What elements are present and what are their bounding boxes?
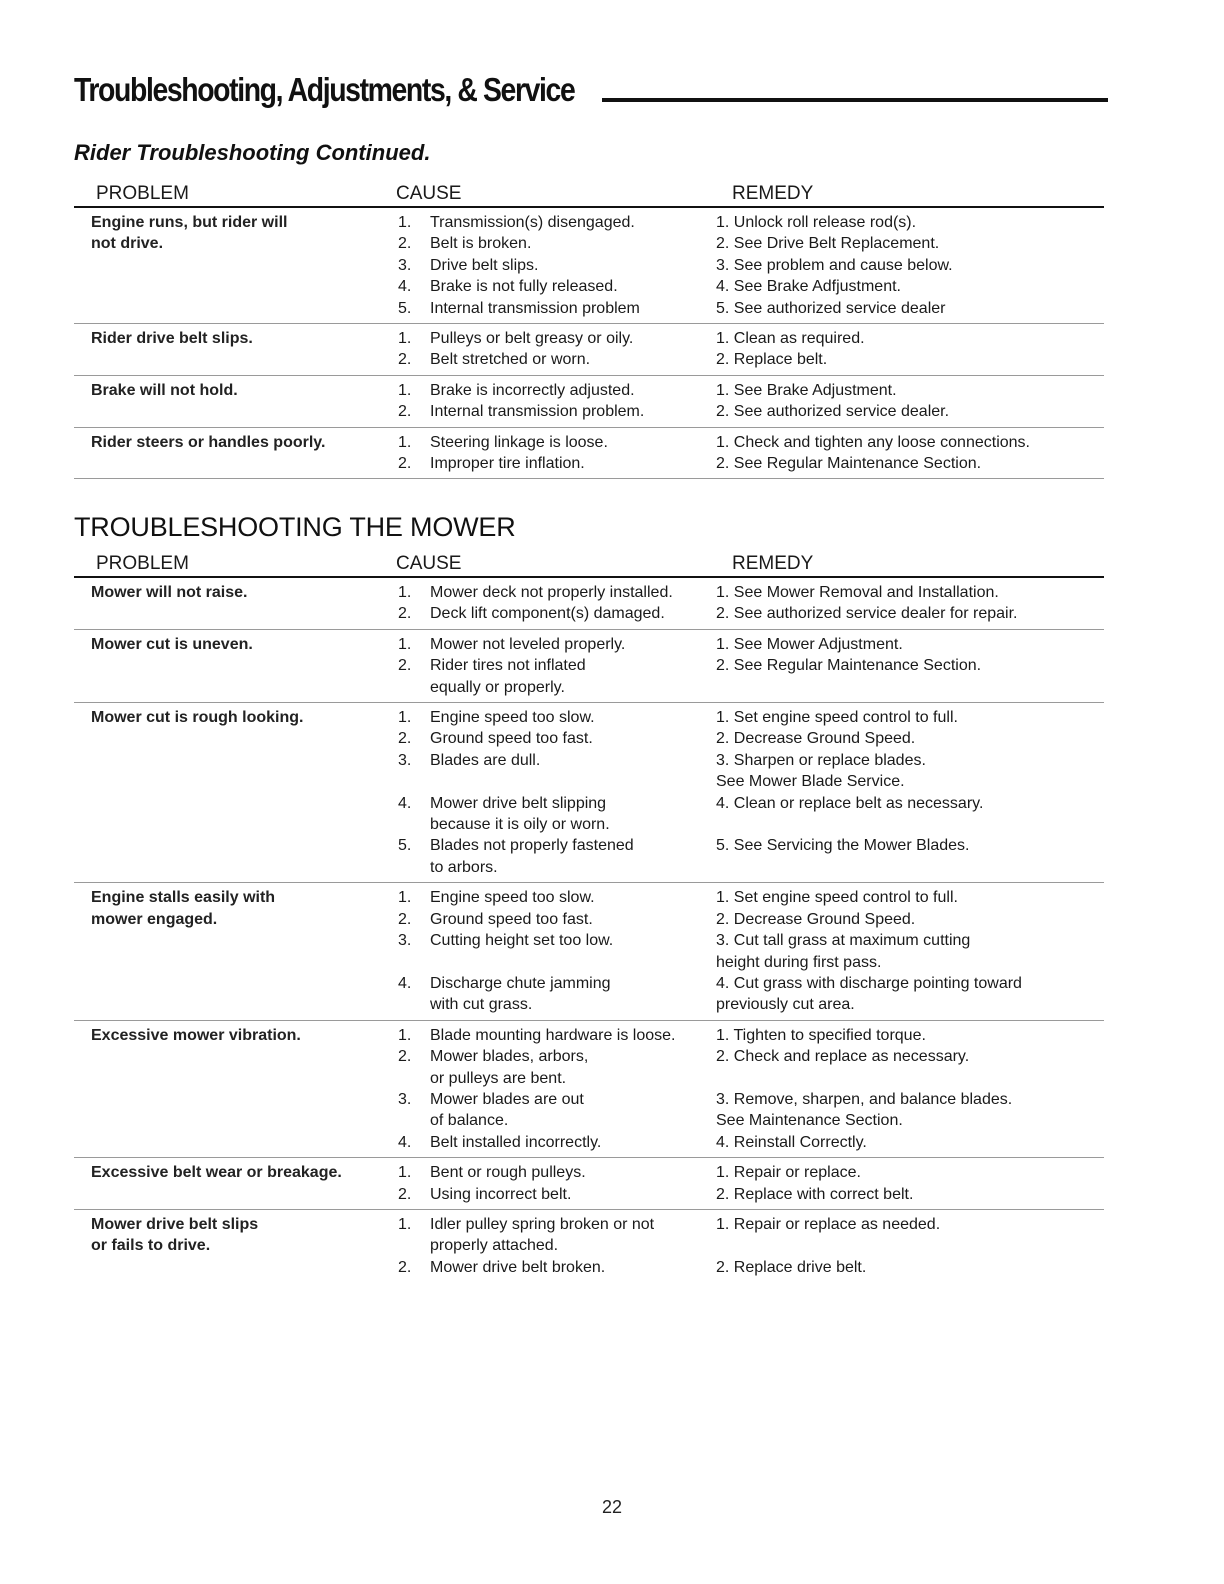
cause-number: 4. xyxy=(398,794,412,812)
cause-cell xyxy=(398,349,716,370)
column-header-remedy: REMEDY xyxy=(732,553,814,574)
problem-cell: Engine runs, but rider will not drive. xyxy=(91,214,288,253)
cause-text: Brake is not fully released. xyxy=(430,278,618,296)
remedy-cell: 5. See Servicing the Mower Blades. xyxy=(716,837,970,855)
list-item xyxy=(398,1025,1104,1046)
problem-cell: Mower drive belt slips or fails to drive. xyxy=(91,1215,259,1255)
cause-text: Internal transmission problem. xyxy=(430,403,645,421)
list-item xyxy=(398,1089,1104,1132)
cause-cell xyxy=(398,655,716,698)
problem-cell: Rider steers or handles poorly. xyxy=(91,433,326,451)
cause-cell xyxy=(398,887,716,908)
cause-cell xyxy=(398,1132,716,1153)
cause-remedy-list xyxy=(398,432,1104,475)
page-number: 22 xyxy=(601,1497,623,1517)
table-header xyxy=(74,553,1104,578)
cause-remedy-list xyxy=(398,887,1104,1015)
table-row xyxy=(74,883,1104,1020)
cause-number: 2. xyxy=(398,1048,412,1066)
cause-cell xyxy=(398,1162,716,1183)
cause-cell xyxy=(398,750,716,793)
remedy-cell: 1. Check and tighten any loose connections. xyxy=(716,433,1030,451)
cause-cell xyxy=(398,298,716,319)
table-row xyxy=(74,1210,1104,1282)
table-row xyxy=(74,1158,1104,1210)
cause-text: Using incorrect belt. xyxy=(430,1185,572,1203)
cause-text: Mower blades are out of balance. xyxy=(430,1090,584,1130)
cause-cell xyxy=(398,909,716,930)
list-item xyxy=(398,1132,1104,1153)
cause-cell xyxy=(398,1214,716,1257)
cause-text: Deck lift component(s) damaged. xyxy=(430,605,665,623)
problem-cell: Mower will not raise. xyxy=(91,584,248,601)
list-item xyxy=(398,328,1104,349)
problem-cell: Mower cut is rough looking. xyxy=(91,709,304,727)
page-title: Troubleshooting, Adjustments, & Service xyxy=(74,71,575,108)
table-row xyxy=(74,630,1104,703)
cause-number: 3. xyxy=(398,256,412,274)
cause-number: 2. xyxy=(398,657,412,675)
remedy-cell: 4. See Brake Adfjustment. xyxy=(716,278,901,296)
cause-remedy-list xyxy=(398,1025,1104,1153)
cause-text: Improper tire inflation. xyxy=(430,455,585,473)
cause-number: 4. xyxy=(398,278,412,296)
list-item xyxy=(398,793,1104,836)
cause-text: Mower drive belt slipping because it is oily or worn. xyxy=(430,794,610,834)
cause-number: 2. xyxy=(398,730,412,748)
cause-text: Mower not leveled properly. xyxy=(430,635,626,653)
remedy-cell: 1. Tighten to specified torque. xyxy=(716,1026,926,1044)
remedy-cell: 1. Set engine speed control to full. xyxy=(716,709,958,727)
cause-cell xyxy=(398,1025,716,1046)
list-item xyxy=(398,909,1104,930)
cause-cell xyxy=(398,582,716,603)
list-item xyxy=(398,1046,1104,1089)
cause-text: Mower drive belt broken. xyxy=(430,1258,606,1276)
cause-text: Brake is incorrectly adjusted. xyxy=(430,381,635,399)
cause-number: 5. xyxy=(398,299,412,317)
mower-section-title: TROUBLESHOOTING THE MOWER xyxy=(74,512,516,542)
cause-cell xyxy=(398,453,716,474)
cause-number: 4. xyxy=(398,1133,412,1151)
list-item xyxy=(398,655,1104,698)
list-item xyxy=(398,401,1104,422)
page-header xyxy=(74,62,1108,106)
remedy-cell: 4. Cut grass with discharge pointing toward previously cut area. xyxy=(716,974,1022,1014)
remedy-cell: 3. Sharpen or replace blades. See Mower Blade Service. xyxy=(716,751,926,791)
remedy-cell: 3. See problem and cause below. xyxy=(716,256,953,274)
table-header xyxy=(74,183,1104,208)
remedy-cell: 2. See Regular Maintenance Section. xyxy=(716,657,982,675)
table-row xyxy=(74,428,1104,480)
cause-text: Blades not properly fastened to arbors. xyxy=(430,837,634,876)
cause-number: 2. xyxy=(398,235,412,253)
cause-cell xyxy=(398,1257,716,1278)
cause-cell xyxy=(398,793,716,836)
cause-cell xyxy=(398,1089,716,1132)
cause-remedy-list xyxy=(398,582,1104,625)
cause-number: 2. xyxy=(398,1258,412,1276)
cause-cell xyxy=(398,930,716,973)
column-header-cause: CAUSE xyxy=(396,553,462,574)
cause-cell xyxy=(398,835,716,878)
cause-cell xyxy=(398,728,716,749)
mower-troubleshooting-table xyxy=(74,553,1104,1282)
problem-cell: Mower cut is uneven. xyxy=(91,635,253,653)
cause-number: 1. xyxy=(398,214,412,231)
cause-text: Mower blades, arbors, or pulleys are bent. xyxy=(430,1048,589,1087)
cause-number: 2. xyxy=(398,910,412,928)
cause-text: Discharge chute jamming with cut grass. xyxy=(430,974,611,1014)
remedy-cell: 3. Cut tall grass at maximum cutting height during first pass. xyxy=(716,932,971,971)
remedy-cell: 1. See Mower Removal and Installation. xyxy=(716,584,999,601)
cause-text: Blades are dull. xyxy=(430,751,541,769)
cause-text: Ground speed too fast. xyxy=(430,910,593,928)
list-item xyxy=(398,973,1104,1016)
list-item xyxy=(398,453,1104,474)
cause-number: 5. xyxy=(398,837,412,855)
cause-number: 3. xyxy=(398,751,412,769)
cause-cell xyxy=(398,380,716,401)
problem-cell: Engine stalls easily with mower engaged. xyxy=(91,889,276,928)
cause-text: Belt is broken. xyxy=(430,235,532,253)
cause-cell xyxy=(398,1184,716,1205)
remedy-cell: 1. Repair or replace. xyxy=(716,1164,861,1182)
cause-cell xyxy=(398,1046,716,1089)
table-row xyxy=(74,1021,1104,1158)
remedy-cell: 2. See Regular Maintenance Section. xyxy=(716,455,982,473)
cause-text: Transmission(s) disengaged. xyxy=(430,214,635,231)
list-item xyxy=(398,1162,1104,1183)
cause-text: Engine speed too slow. xyxy=(430,709,595,727)
cause-text: Cutting height set too low. xyxy=(430,932,614,950)
cause-remedy-list xyxy=(398,380,1104,423)
cause-remedy-list xyxy=(398,1162,1104,1205)
remedy-cell: 2. Replace drive belt. xyxy=(716,1258,867,1276)
cause-cell xyxy=(398,707,716,728)
cause-number: 3. xyxy=(398,932,412,950)
table-row xyxy=(74,324,1104,376)
remedy-cell: 2. Replace with correct belt. xyxy=(716,1185,914,1203)
remedy-cell: 1. Unlock roll release rod(s). xyxy=(716,214,917,231)
problem-cell: Brake will not hold. xyxy=(91,381,238,399)
cause-cell xyxy=(398,255,716,276)
remedy-cell: 4. Reinstall Correctly. xyxy=(716,1133,867,1151)
cause-text: Belt installed incorrectly. xyxy=(430,1133,602,1151)
list-item xyxy=(398,298,1104,319)
remedy-cell: 2. See Drive Belt Replacement. xyxy=(716,235,940,253)
rider-troubleshooting-table xyxy=(74,183,1104,479)
cause-cell xyxy=(398,973,716,1016)
cause-text: Idler pulley spring broken or not properly attached. xyxy=(430,1215,655,1255)
list-item xyxy=(398,1184,1104,1205)
cause-remedy-list xyxy=(398,1214,1104,1278)
cause-text: Ground speed too fast. xyxy=(430,730,593,748)
cause-remedy-list xyxy=(398,707,1104,878)
cause-number: 1. xyxy=(398,433,412,451)
header-rule xyxy=(602,98,1108,102)
rider-section-subtitle: Rider Troubleshooting Continued. xyxy=(74,140,431,165)
problem-cell: Rider drive belt slips. xyxy=(91,330,253,348)
list-item xyxy=(398,750,1104,793)
remedy-cell: 1. See Brake Adjustment. xyxy=(716,381,897,399)
cause-number: 2. xyxy=(398,403,412,421)
list-item xyxy=(398,835,1104,878)
cause-number: 1. xyxy=(398,635,412,653)
column-header-remedy: REMEDY xyxy=(732,183,814,204)
cause-text: Pulleys or belt greasy or oily. xyxy=(430,330,634,348)
cause-number: 2. xyxy=(398,455,412,473)
problem-cell: Excessive mower vibration. xyxy=(91,1026,301,1044)
table-body xyxy=(74,578,1104,1282)
list-item xyxy=(398,276,1104,297)
problem-cell: Excessive belt wear or breakage. xyxy=(91,1164,342,1182)
cause-remedy-list xyxy=(398,212,1104,319)
cause-remedy-list xyxy=(398,634,1104,698)
column-header-problem: PROBLEM xyxy=(96,183,189,204)
cause-remedy-list xyxy=(398,328,1104,371)
cause-number: 4. xyxy=(398,974,412,992)
table-row xyxy=(74,703,1104,883)
remedy-cell: 1. Repair or replace as needed. xyxy=(716,1215,941,1233)
list-item xyxy=(398,255,1104,276)
cause-number: 1. xyxy=(398,709,412,727)
cause-text: Blade mounting hardware is loose. xyxy=(430,1026,676,1044)
list-item xyxy=(398,930,1104,973)
table-row xyxy=(74,376,1104,428)
table-row xyxy=(74,578,1104,630)
remedy-cell: 2. Decrease Ground Speed. xyxy=(716,910,916,928)
cause-number: 1. xyxy=(398,381,412,399)
column-header-problem: PROBLEM xyxy=(96,553,189,574)
cause-text: Engine speed too slow. xyxy=(430,889,595,907)
cause-number: 2. xyxy=(398,1185,412,1203)
cause-number: 1. xyxy=(398,330,412,348)
cause-number: 1. xyxy=(398,1215,412,1233)
remedy-cell: 2. Replace belt. xyxy=(716,351,828,369)
cause-text: Rider tires not inflated equally or properly. xyxy=(430,657,586,696)
remedy-cell: 2. Check and replace as necessary. xyxy=(716,1048,970,1066)
cause-number: 3. xyxy=(398,1090,412,1108)
cause-text: Mower deck not properly installed. xyxy=(430,584,673,601)
cause-cell xyxy=(398,634,716,655)
remedy-cell: 5. See authorized service dealer xyxy=(716,299,946,317)
cause-cell xyxy=(398,603,716,624)
remedy-cell: 1. Clean as required. xyxy=(716,330,865,348)
list-item xyxy=(398,233,1104,254)
list-item xyxy=(398,212,1104,233)
table-row xyxy=(74,208,1104,324)
cause-cell xyxy=(398,401,716,422)
remedy-cell: 2. Decrease Ground Speed. xyxy=(716,730,916,748)
list-item xyxy=(398,349,1104,370)
cause-text: Belt stretched or worn. xyxy=(430,351,591,369)
remedy-cell: 1. See Mower Adjustment. xyxy=(716,635,903,653)
remedy-cell: 2. See authorized service dealer. xyxy=(716,403,950,421)
cause-cell xyxy=(398,276,716,297)
list-item xyxy=(398,1257,1104,1278)
list-item xyxy=(398,887,1104,908)
cause-cell xyxy=(398,233,716,254)
cause-number: 2. xyxy=(398,351,412,369)
cause-cell xyxy=(398,212,716,233)
table-body xyxy=(74,208,1104,479)
list-item xyxy=(398,634,1104,655)
list-item xyxy=(398,728,1104,749)
list-item xyxy=(398,707,1104,728)
column-header-cause: CAUSE xyxy=(396,183,462,204)
cause-text: Bent or rough pulleys. xyxy=(430,1164,586,1182)
cause-number: 1. xyxy=(398,584,412,601)
remedy-cell: 1. Set engine speed control to full. xyxy=(716,889,958,907)
cause-number: 2. xyxy=(398,605,412,623)
cause-number: 1. xyxy=(398,1164,412,1182)
cause-number: 1. xyxy=(398,889,412,907)
cause-text: Internal transmission problem xyxy=(430,299,640,317)
cause-cell xyxy=(398,328,716,349)
cause-number: 1. xyxy=(398,1026,412,1044)
list-item xyxy=(398,432,1104,453)
list-item xyxy=(398,582,1104,603)
list-item xyxy=(398,603,1104,624)
remedy-cell: 4. Clean or replace belt as necessary. xyxy=(716,794,984,812)
remedy-cell: 3. Remove, sharpen, and balance blades. See Maintenance Section. xyxy=(716,1090,1013,1130)
list-item xyxy=(398,380,1104,401)
cause-text: Drive belt slips. xyxy=(430,256,539,274)
cause-text: Steering linkage is loose. xyxy=(430,433,608,451)
cause-cell xyxy=(398,432,716,453)
list-item xyxy=(398,1214,1104,1257)
remedy-cell: 2. See authorized service dealer for repair. xyxy=(716,605,1018,623)
